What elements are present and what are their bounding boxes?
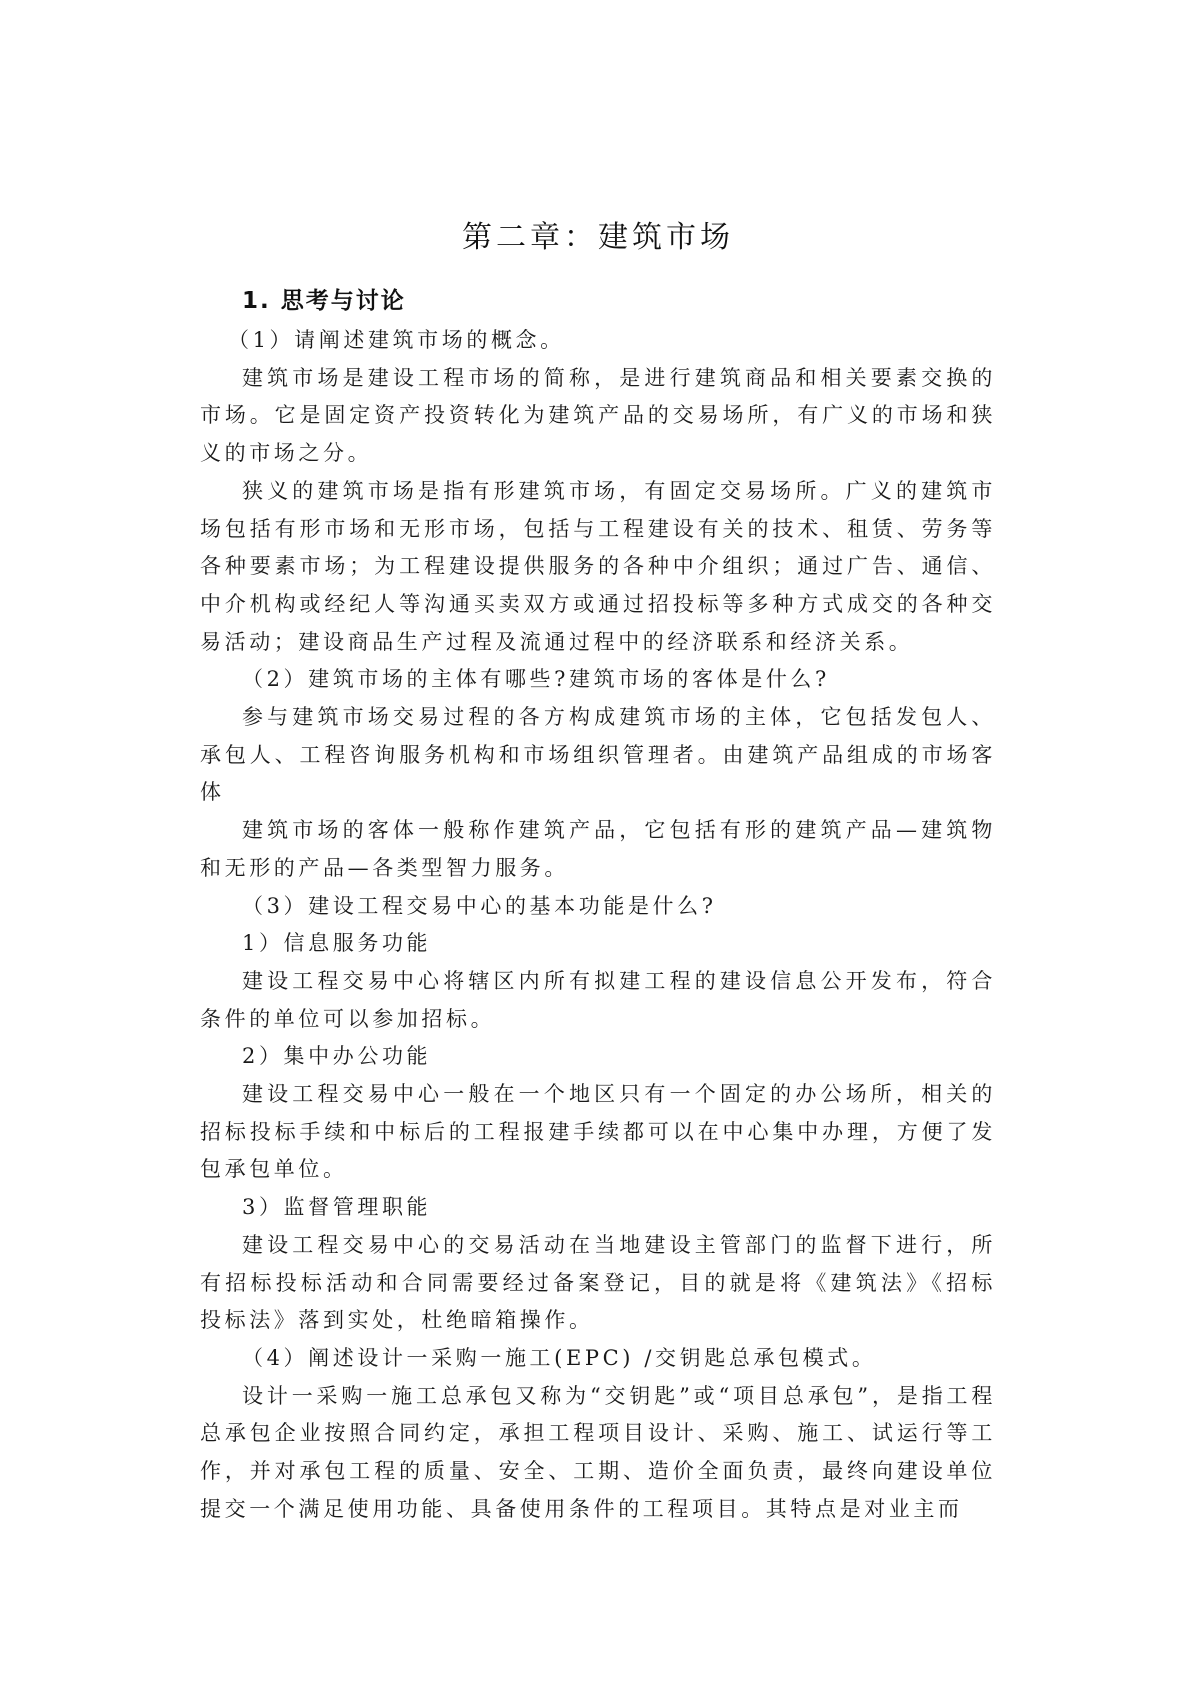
answer-paragraph: 狭义的建筑市场是指有形建筑市场，有固定交易场所。广义的建筑市场包括有形市场和无形市场，包括与工程建设有关的技术、租赁、劳务等各种要素市场；为工程建设提供服务的各种中介组织；通过广告、通信、中介机构或经纪人等沟通买卖双方或通过招投标等多种方式成交的各种交易活动；建设商品生产过程及流通过程中的经济联系和经济关系。 bbox=[200, 478, 996, 654]
answer-paragraph: 建设工程交易中心将辖区内所有拟建工程的建设信息公开发布，符合条件的单位可以参加招标。 bbox=[200, 968, 996, 1031]
section-heading: 1. 思考与讨论 bbox=[242, 288, 406, 314]
answer-paragraph: 建设工程交易中心的交易活动在当地建设主管部门的监督下进行，所有招标投标活动和合同需要经过备案登记，目的就是将《建筑法》《招标投标法》落到实处，杜绝暗箱操作。 bbox=[200, 1232, 996, 1333]
answer-paragraph: 建筑市场的客体一般称作建筑产品，它包括有形的建筑产品—建筑物和无形的产品—各类型智力服务。 bbox=[200, 818, 996, 880]
answer-paragraph: 建设工程交易中心一般在一个地区只有一个固定的办公场所，相关的招标投标手续和中标后的工程报建手续都可以在中心集中办理，方便了发包承包单位。 bbox=[200, 1082, 996, 1182]
question-3: （3）建设工程交易中心的基本功能是什么? bbox=[242, 893, 717, 918]
answer-paragraph: 建筑市场是建设工程市场的简称，是进行建筑商品和相关要素交换的市场。它是固定资产投资转化为建筑产品的交易场所，有广义的市场和狭义的市场之分。 bbox=[200, 365, 996, 466]
subheading-1: 1）信息服务功能 bbox=[242, 931, 432, 956]
subheading-2: 2）集中办公功能 bbox=[242, 1044, 432, 1069]
answer-paragraph: 设计一采购一施工总承包又称为“交钥匙”或“项目总承包”，是指工程总承包企业按照合同约定，承担工程项目设计、采购、施工、试运行等工作，并对承包工程的质量、安全、工期、造价全面负责，最终向建设单位提交一个满足使用功能、具备使用条件的工程项目。其特点是对业主而 bbox=[200, 1383, 996, 1521]
question-4: （4）阐述设计一采购一施工(EPC) /交钥匙总承包模式。 bbox=[242, 1345, 877, 1370]
question-2: （2）建筑市场的主体有哪些?建筑市场的客体是什么? bbox=[242, 667, 830, 692]
answer-paragraph: 参与建筑市场交易过程的各方构成建筑市场的主体，它包括发包人、承包人、工程咨询服务机构和市场组织管理者。由建筑产品组成的市场客体 bbox=[200, 705, 996, 805]
chapter-title: 第二章：建筑市场 bbox=[462, 220, 734, 255]
page-content bbox=[200, 214, 996, 1529]
question-1: （1）请阐述建筑市场的概念。 bbox=[228, 328, 565, 352]
subheading-3: 3）监督管理职能 bbox=[242, 1195, 432, 1220]
